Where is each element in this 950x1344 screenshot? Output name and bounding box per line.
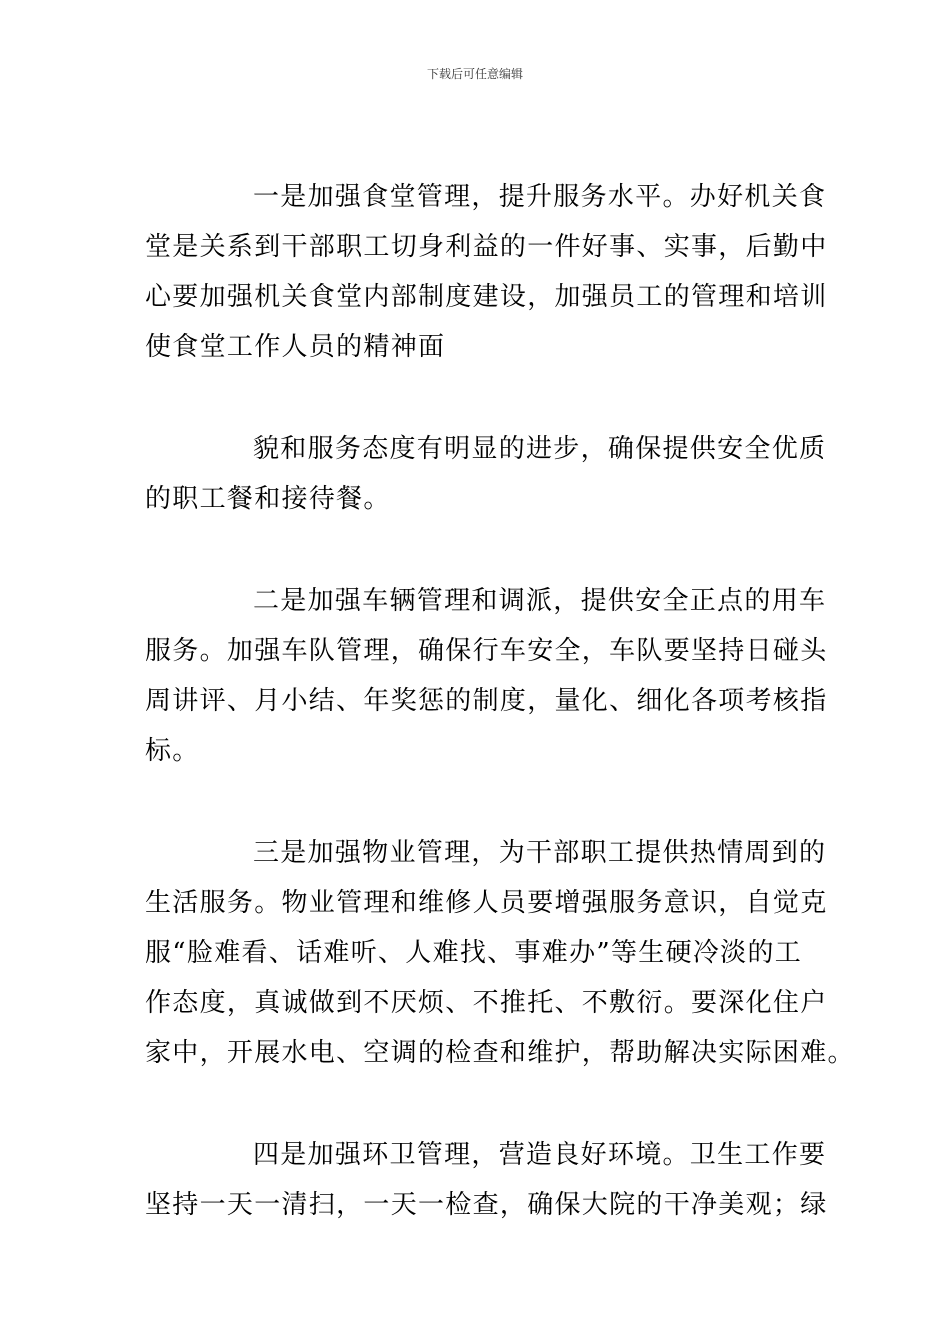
paragraph-spacer: [145, 524, 810, 576]
text-line: 四是加强环卫管理，营造良好环境。卫生工作要: [253, 1140, 827, 1170]
paragraph-property: [145, 828, 855, 1078]
text-line: 家中，开展水电、空调的检查和维护，帮助解决实际困难。: [145, 1038, 855, 1068]
text-line: 作态度，真诚做到不厌烦、不推托、不敷衍。要深化住户: [145, 988, 828, 1018]
text-line: 一是加强食堂管理，提升服务水平。办好机关食: [253, 182, 827, 212]
text-line: 服“脸难看、话难听、人难找、事难办”等生硬冷淡的工: [145, 938, 803, 968]
text-line: 貌和服务态度有明显的进步，确保提供安全优质: [253, 434, 827, 464]
paragraph-spacer: [145, 372, 810, 424]
paragraph-vehicles: [145, 576, 828, 776]
text-line: 二是加强车辆管理和调派，提供安全正点的用车: [253, 586, 827, 616]
text-line: 坚持一天一清扫，一天一检查，确保大院的干净美观；绿: [145, 1190, 828, 1220]
text-line: 标。: [145, 736, 200, 766]
text-line: 堂是关系到干部职工切身利益的一件好事、实事，后勤中: [145, 232, 828, 262]
paragraph-spacer: [145, 1078, 810, 1130]
text-line: 生活服务。物业管理和维修人员要增强服务意识，自觉克: [145, 888, 828, 918]
document-body: [145, 172, 855, 1230]
paragraph-canteen: [145, 172, 828, 372]
paragraph-canteen-continued: [145, 424, 827, 524]
text-line: 服务。加强车队管理，确保行车安全，车队要坚持日碰头: [145, 636, 828, 666]
text-line: 三是加强物业管理，为干部职工提供热情周到的: [253, 838, 827, 868]
paragraph-sanitation: [145, 1130, 828, 1230]
text-line: 使食堂工作人员的精神面: [145, 332, 446, 362]
text-line: 的职工餐和接待餐。: [145, 484, 391, 514]
text-line: 心要加强机关食堂内部制度建设，加强员工的管理和培训: [145, 282, 828, 312]
paragraph-spacer: [145, 776, 810, 828]
header-note: 下载后可任意编辑: [426, 67, 523, 81]
text-line: 周讲评、月小结、年奖惩的制度，量化、细化各项考核指: [145, 686, 828, 716]
